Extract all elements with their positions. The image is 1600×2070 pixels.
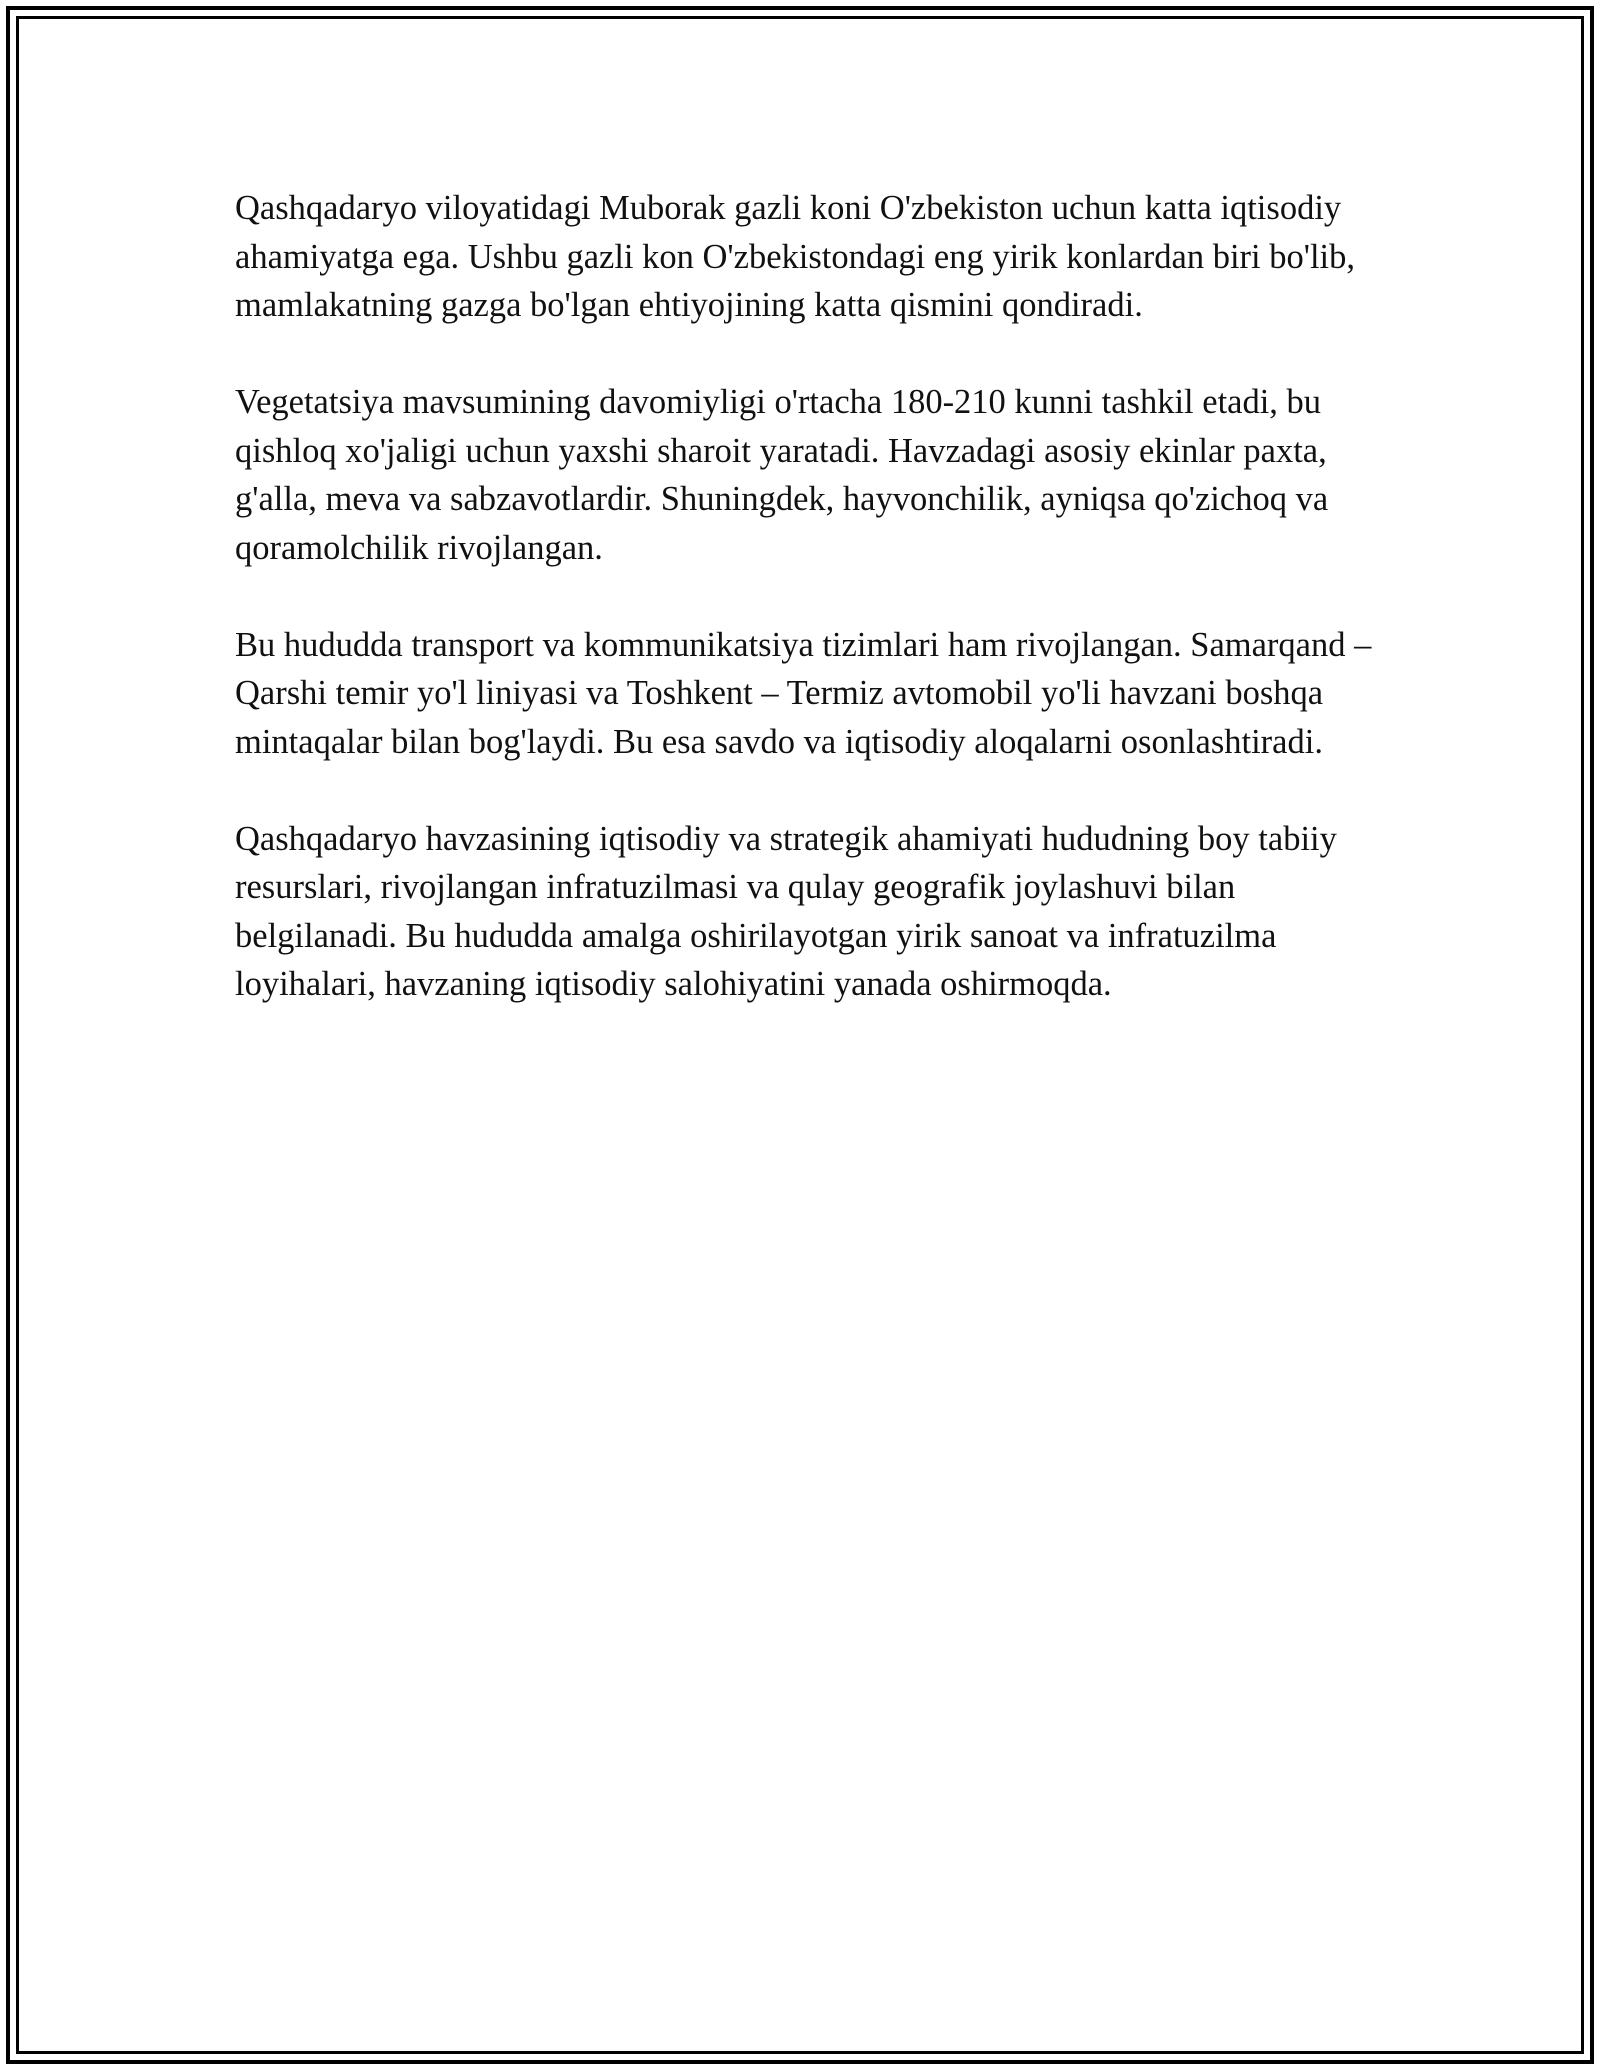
paragraph-transport: Bu hududda transport va kommunikatsiya tizimlari ham rivojlangan. Samarqand – Qarshi temir yo'l liniyasi va Toshkent – Termiz avtomobil yo'li havzani boshqa mintaqalar bilan bog'laydi. Bu esa savdo va iqtisodiy aloqalarni osonlashtiradi. bbox=[235, 625, 1372, 761]
paragraph-strategic-importance: Qashqadaryo havzasining iqtisodiy va strategik ahamiyati hududning boy tabiiy resurslari, rivojlangan infratuzilmasi va qulay geografik joylashuvi bilan belgilanadi. Bu hududda amalga oshirilayotgan yirik sanoat va infratuzilma loyihalari, havzaning iqtisodiy salohiyatini yanada oshirmoqda. bbox=[235, 819, 1337, 1003]
document-body bbox=[235, 184, 1375, 1057]
paragraph-vegetation-season: Vegetatsiya mavsumining davomiyligi o'rtacha 180-210 kunni tashkil etadi, bu qishloq xo'jaligi uchun yaxshi sharoit yaratadi. Havzadagi asosiy ekinlar paxta, g'alla, meva va sabzavotlardir. Shuningdek, hayvonchilik, ayniqsa qo'zichoq va qoramolchilik rivojlangan. bbox=[235, 383, 1329, 567]
paragraph-muborak-gas-field: Qashqadaryo viloyatidagi Muborak gazli koni O'zbekiston uchun katta iqtisodiy ahamiyatga ega. Ushbu gazli kon O'zbekistondagi eng yirik konlardan biri bo'lib, mamlakatning gazga bo'lgan ehtiyojining katta qismini qondiradi. bbox=[235, 189, 1355, 324]
